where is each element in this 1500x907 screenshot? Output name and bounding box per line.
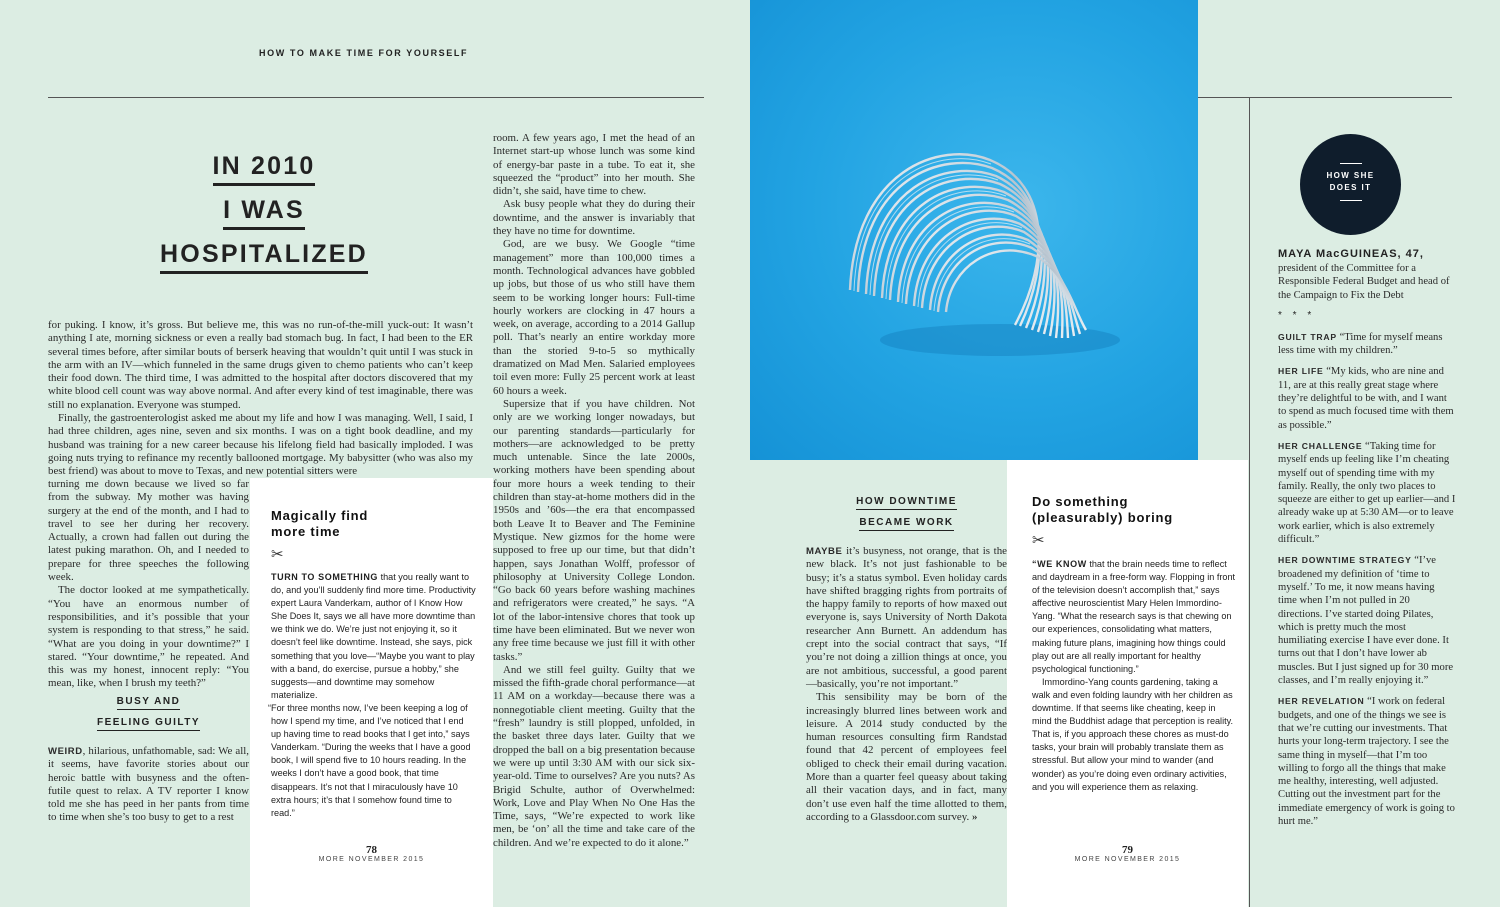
- paragraph: Supersize that if you have children. Not only are we working longer nowadays, but our parenting standards—particularly for mothers—are acknowledged to be pretty much untenable. Since the late 2000s, working mothers have been spending about four more hours a week tending to their children than stay-at-home mothers did in the 1950s and ’60s—the era that encompassed both Leave It to Beaver and The Feminine Mystique. New gizmos for the home were supposed to free up our time, but that didn’t happen, says Jonathan Wolff, professor of philosophy at University College London. “Go back 60 years before washing machines and refrigerators were created,” he says. “A lot of the labor-intensive chores that took up time have been eliminated. But we never won any free time because we just fill it with other tasks.”: [493, 397, 695, 663]
- stars-divider: * * *: [1278, 309, 1316, 321]
- headline-line-3: HOSPITALIZED: [160, 240, 368, 274]
- sidebar-body: [268, 571, 476, 820]
- paragraph: turning me down because we lived so far from the subway. My mother was having surgery at the end of the month, and I had to travel to see her during her recovery. Actually, a crown had fallen out during the latest puking marathon. Oh, and I needed to prepare for three speeches the following week.: [48, 478, 249, 584]
- sidebar-title: Magically find more time: [271, 508, 369, 539]
- qa-item: GUILT TRAP “Time for myself means less time with my children.”: [1278, 331, 1443, 357]
- headline-line-1: IN 2010: [213, 152, 316, 186]
- qa-item: HER DOWNTIME STRATEGY “I’ve broadened my definition of ‘time to myself.’ To me, it now means having time when I’m not pulled in 20 directions. I’ve started doing Pilates, which is pretty much the most humiliating exercise I have ever done. It turns out that I don’t have lower ab muscles. But I just signed up for 30 more classes, and I’m really enjoying it.”: [1278, 555, 1454, 687]
- paragraph: The doctor looked at me sympathetically. “You have an enormous number of responsibilities, and it’s possible that your system is responding to that stress,” he said. “What are you doing in your downtime?” I stared. “Your downtime,” he repeated. And this was my honest, innocent reply: “You mean, like, when I brush my teeth?”: [48, 584, 249, 690]
- profile-sidebar: [1278, 248, 1456, 836]
- paragraph: [48, 745, 249, 825]
- badge-line: DOES IT: [1329, 183, 1372, 192]
- how-she-does-it-badge: [1300, 134, 1401, 235]
- paragraph: And we still feel guilty. Guilty that we missed the fifth-grade choral performance—at 11 AM on a workday—because there was a nonnegotiable client meeting. Guilty that the “fresh” laundry is still plopped, unfolded, in the basket three days later. Guilty that we dropped the ball on a big presentation because we were up until 3:30 AM with our sick six-year-old. Time to ourselves? Are you nuts? As Brigid Schulte, author of Overwhelmed: Work, Love and Play When No One Has the Time, says, “We’re expected to work like men, be ‘on’ all the time and take care of the children. And we’re expected to do it alone.”: [493, 663, 695, 849]
- page-folio-right: [1007, 844, 1248, 863]
- running-head: HOW TO MAKE TIME FOR YOURSELF: [259, 48, 469, 58]
- paragraph: “For three months now, I’ve been keeping a log of how I spend my time, and I’ve noticed that I end up having time to read books that I get into,” says Vanderkam. “During the weeks that I have a good book, I will spend five to 10 hours reading. In the weeks I don’t have a good book, that time disappears. It’s not that I miraculously have 10 extra hours; it’s that I somehow found time to read.”: [268, 702, 471, 818]
- sidebar-magically-find-time: [250, 478, 493, 907]
- subhead-line: HOW DOWNTIME: [856, 496, 957, 510]
- paragraph: Immordino-Yang counts gardening, taking a walk and even folding laundry with her children as downtime. If that seems like cheating, keep in mind the Buddhist adage that perception is reality. That is, if you approach these chores as must-do tasks, your brain will probably translate them as stressful. But allow your mind to wander (and wonder) as you’re doing even ordinary activities, and you will experience them as relaxing.: [1032, 676, 1234, 792]
- sidebar-title: Do something (pleasurably) boring: [1032, 494, 1173, 525]
- subhead-line: BECAME WORK: [859, 517, 953, 531]
- subhead-line: FEELING GUILTY: [97, 717, 200, 731]
- slinky-icon: [750, 0, 1198, 460]
- profile-title: president of the Committee for a Responsible Federal Budget and head of the Campaign to Fix the Debt: [1278, 263, 1450, 301]
- profile-name: MAYA MacGUINEAS, 47,: [1278, 248, 1424, 260]
- paragraph: room. A few years ago, I met the head of an Internet start-up whose lunch was some kind of energy-bar paste in a tube. To eat it, she squeezed the “product” into her mouth. She didn’t, she said, have time to chew.: [493, 132, 695, 198]
- paragraph-text: , hilarious, unfathomable, sad: We all, it seems, have favorite stories about our heroic battle with busyness and the often-futile quest to relax. A TV reporter I know told me she has peed in her pants from time to time when she’s too busy to get to a rest: [48, 745, 249, 824]
- sidebar-do-something-boring: [1007, 460, 1248, 907]
- body-column-1-weird: [48, 745, 249, 825]
- page-number: 79: [1122, 844, 1133, 856]
- slinky-photo: [750, 0, 1198, 460]
- paragraph: God, are we busy. We Google “time management” more than 100,000 times a month. Technological advances have gobbled up jobs, but those of us who still have them seem to be working longer hours: Full-time hourly workers are clocking in 47 hours a week, on average, according to a 2014 Gallup poll. That’s nearly an entire workday more than the storied 9-to-5 so mythically dramatized on Mad Men. Salaried employees toil even more: Fully 25 percent work at least 60 hours a week.: [493, 238, 695, 397]
- badge-bar: [1340, 200, 1362, 201]
- qa-item: HER LIFE “My kids, who are nine and 11, are at this really great stage where they’re delightful to be with, and I want to spend as much focused time with them as possible.”: [1278, 366, 1454, 431]
- paragraph: Finally, the gastroenterologist asked me about my life and how I was managing. Well, I said, I had three children, ages nine, seven and six months. I was on a tight book deadline, and my husband was training for a new career because his lifelong field had basically imploded. I was going nuts trying to refinance my recently ballooned mortgage. My babysitter (who was also my best friend) was about to move to Texas, and new potential sitters were: [48, 412, 473, 478]
- issue-line: MORE NOVEMBER 2015: [1074, 856, 1181, 863]
- qa-item: HER REVELATION “I work on federal budgets, and one of the things we see is that we’re cutting our investments. That hurts your long-term trajectory. I see the same thing in myself—that I’m too willing to forgo all the things that make me healthy, interesting, well adjusted. Cutting out the investment part for the immediate emergency of work is going to hurt me.”: [1278, 696, 1455, 827]
- issue-line: MORE NOVEMBER 2015: [318, 856, 425, 863]
- paragraph: “WE KNOW that the brain needs time to reflect and daydream in a free-form way. Flopping in front of the television doesn’t accomplish that,” says affective neuroscientist Mary Helen Immordino-Yang. “What the research says is that chewing on our experiences, consolidating what matters, making future plans, imagining how things could play out are all really important for healthy psychological functioning.”: [1032, 559, 1236, 674]
- page-folio-left: [250, 844, 493, 863]
- top-rule-left: [48, 97, 704, 98]
- badge-bar: [1340, 163, 1362, 164]
- lead-in: WEIRD: [48, 746, 83, 757]
- continue-mark: »: [971, 810, 978, 823]
- top-rule-right: [1198, 97, 1452, 98]
- paragraph: for puking. I know, it’s gross. But believe me, this was no run-of-the-mill yuck-out: It wasn’t anything I ate, morning sickness or even a really bad stomach bug. In fact, I had been to the ER several times before, after similar bouts of berserk heaving that wouldn’t quit until I was stuck in the arm with an IV—which funneled in the same drugs given to chemo patients who can’t keep their food down. The third time, I was admitted to the hospital after doctors discovered that my white blood cell count was way above normal. And after every kind of test imaginable, there was still no explanation. Everyone was stumped.: [48, 319, 473, 411]
- body-column-1-top: [48, 319, 473, 479]
- subhead-busy-guilty: [48, 696, 249, 738]
- paragraph: TURN TO SOMETHING that you really want to do, and you’ll suddenly find more time. Productivity expert Laura Vanderkam, author of I Know How She Does It, says we all have more downtime than we think we do. We’re just not enjoying it, so it doesn’t feel like downtime. Instead, she says, pick something that you love—“Maybe you want to play with a band, do exercise, pursue a hobby,” she suggests—and downtime may somehow materialize.: [271, 572, 476, 700]
- paragraph: Ask busy people what they do during their downtime, and the answer is invariably that they have no time for downtime.: [493, 198, 695, 238]
- subhead-downtime-work: [806, 496, 1007, 538]
- scissors-icon: ✂: [271, 545, 284, 563]
- subhead-line: BUSY AND: [117, 696, 181, 710]
- body-column-3: [806, 545, 1007, 824]
- badge-line: HOW SHE: [1326, 171, 1375, 180]
- headline-line-2: I WAS: [223, 196, 305, 230]
- body-column-1-bottom: [48, 478, 249, 691]
- page-number: 78: [366, 844, 377, 856]
- sidebar-body: [1032, 558, 1236, 794]
- sidebar-vertical-rule: [1249, 98, 1250, 907]
- scissors-icon: ✂: [1032, 531, 1045, 549]
- body-column-2: [493, 132, 695, 850]
- paragraph: MAYBE it’s busyness, not orange, that is the new black. It’s not just fashionable to be busy; it’s a status symbol. Even holiday cards have shifted bragging rights from portraits of the happy family to reports of how maxed out everyone is, says University of North Dakota researcher Ann Burnett. An addendum has crept into the social contract that says, “If you’re not doing a zillion things at once, you are not ambitious, successful, a good parent—basically, you’re not important.”: [806, 545, 1007, 690]
- headline: [140, 152, 388, 284]
- paragraph: This sensibility may be born of the increasingly blurred lines between work and leisure. A 2014 study conducted by the human resources consulting firm Randstad found that 42 percent of employees feel obliged to check their email during vacation. More than a quarter feel queasy about taking all their vacation days, and in fact, many don’t use even half the time allotted to them, according to a Glassdoor.com survey. »: [806, 691, 1007, 823]
- qa-item: HER CHALLENGE “Taking time for myself ends up feeling like I’m cheating myself out of spending time with my family. Really, the only two places to squeeze are either to get up earlier—and I already wake up at 5:30 AM—or to leave work earlier, which is also extremely difficult.”: [1278, 440, 1456, 546]
